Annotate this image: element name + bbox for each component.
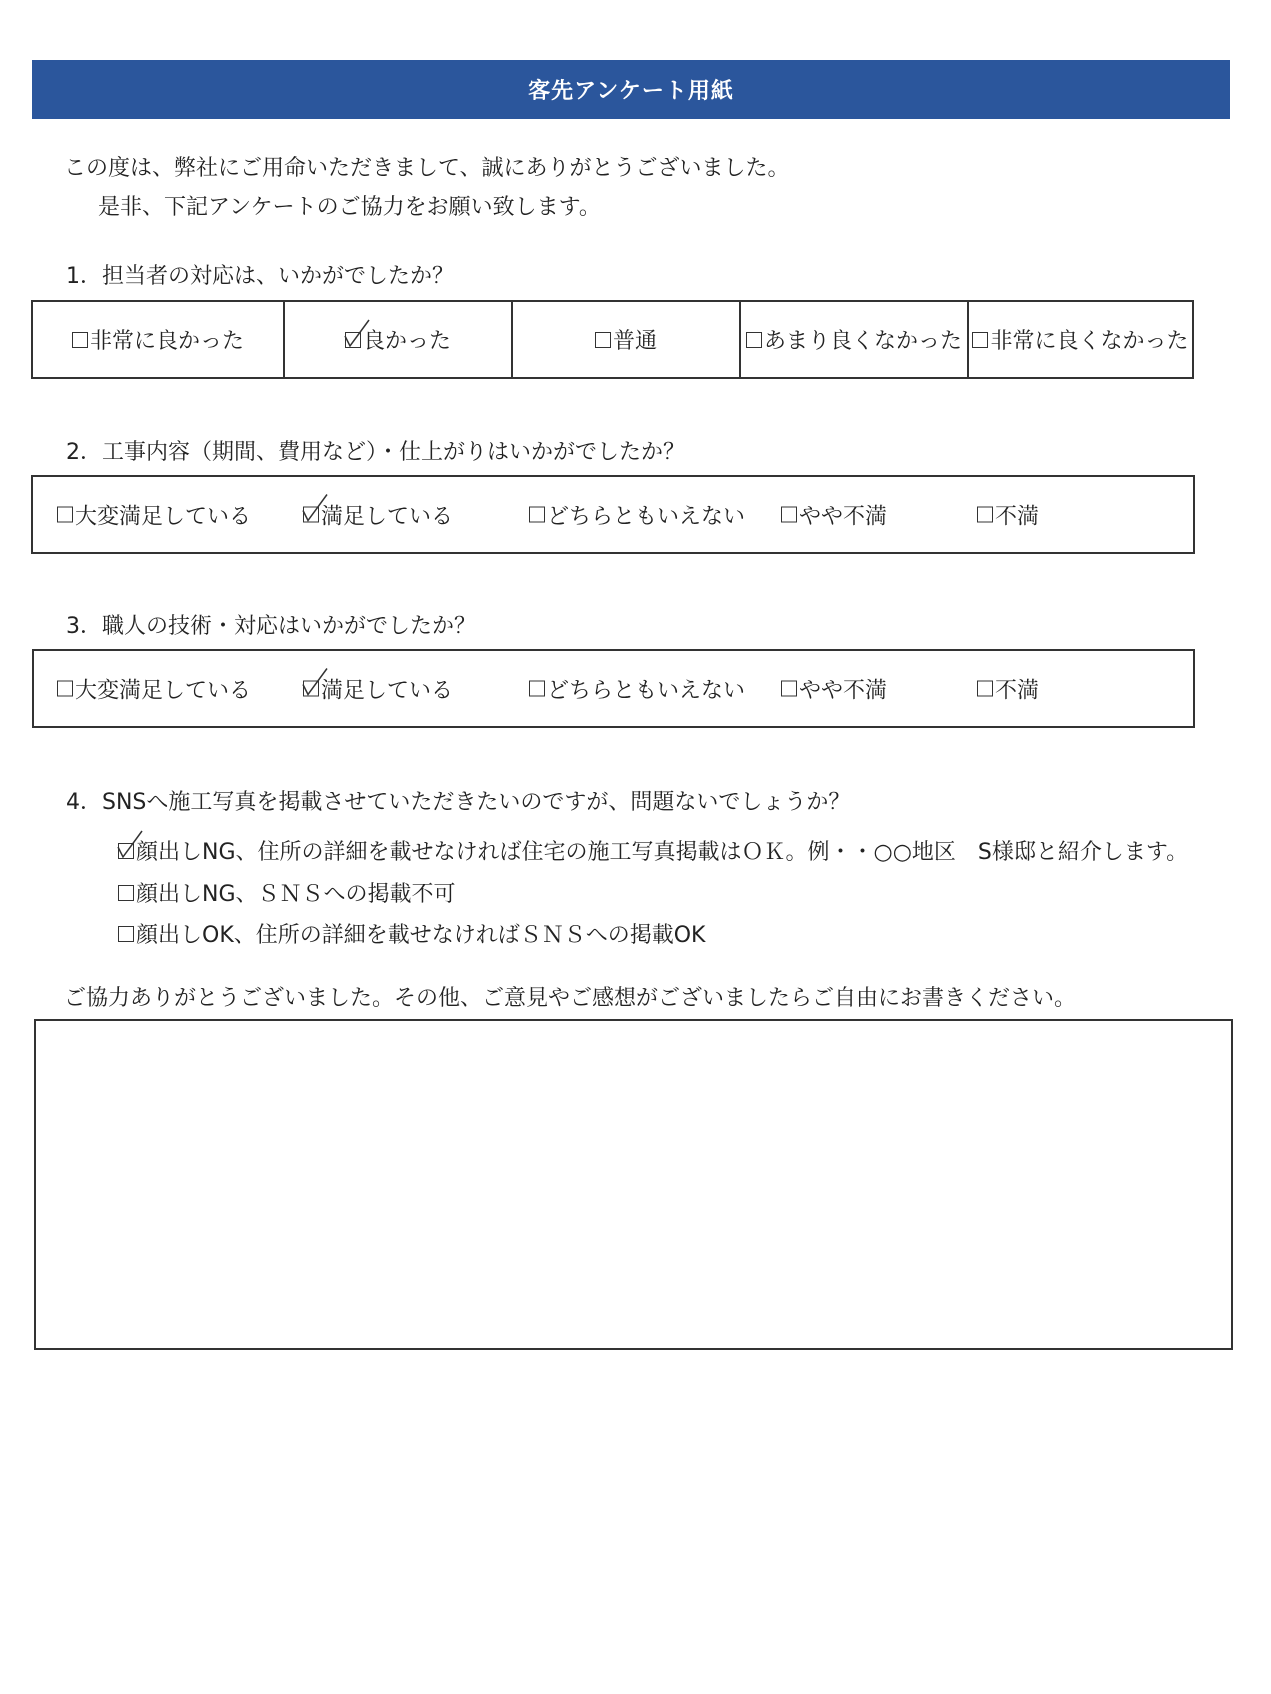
checkbox-checked[interactable]	[118, 843, 134, 859]
option-label: 非常に良かった	[89, 329, 244, 354]
q2-option-satisfied[interactable]	[303, 499, 453, 530]
option-label: 顔出しNG、ＳＮＳへの掲載不可	[136, 882, 456, 907]
checkmark-icon	[343, 319, 371, 349]
option-label: あまり良くなかった	[763, 329, 962, 354]
checkbox[interactable]	[72, 332, 88, 348]
checkbox-checked[interactable]	[303, 681, 319, 697]
question-1-text: 1．担当者の対応は、いかがでしたか？	[66, 264, 454, 289]
q3-option-very-satisfied[interactable]	[57, 673, 251, 704]
question-2-text: 2．工事内容（期間、費用など）・仕上がりはいかがでしたか？	[66, 440, 685, 465]
comments-textarea[interactable]	[34, 1019, 1233, 1350]
q1-option-not-good[interactable]	[741, 302, 969, 377]
option-label: 良かった	[362, 329, 451, 354]
checkbox-checked[interactable]	[303, 507, 319, 523]
option-label: 満足している	[321, 504, 454, 529]
checkbox[interactable]	[118, 885, 134, 901]
intro-line-1: この度は、弊社にご用命いただきまして、誠にありがとうございました。	[64, 156, 790, 181]
option-label: 不満	[995, 504, 1040, 529]
checkbox[interactable]	[529, 681, 545, 697]
option-label: 大変満足している	[75, 504, 252, 529]
checkbox[interactable]	[781, 681, 797, 697]
q4-option-face-ng-address-hidden-ok[interactable]	[118, 835, 1188, 866]
question-3-text: 3．職人の技術・対応はいかがでしたか？	[66, 614, 476, 639]
q3-option-neutral[interactable]	[529, 673, 745, 704]
checkmark-icon	[301, 668, 329, 698]
checkbox[interactable]	[972, 332, 988, 348]
q1-option-average[interactable]	[513, 302, 741, 377]
question-3-options	[32, 649, 1195, 728]
checkbox[interactable]	[595, 332, 611, 348]
checkbox[interactable]	[781, 507, 797, 523]
q1-option-very-good[interactable]	[33, 302, 285, 377]
option-label: 不満	[995, 678, 1040, 703]
q3-option-dissatisfied[interactable]	[977, 673, 1039, 704]
question-2-options	[31, 475, 1195, 554]
checkbox[interactable]	[57, 507, 73, 523]
option-label: 普通	[612, 329, 657, 354]
checkbox[interactable]	[746, 332, 762, 348]
option-label: 顔出しOK、住所の詳細を載せなければＳＮＳへの掲載OK	[136, 923, 706, 948]
checkbox[interactable]	[977, 507, 993, 523]
comments-prompt: ご協力ありがとうございました。その他、ご意見やご感想がございましたらご自由にお書きください。	[64, 986, 1077, 1011]
q1-option-very-bad[interactable]	[969, 302, 1192, 377]
q2-option-somewhat-dissatisfied[interactable]	[781, 499, 887, 530]
checkbox[interactable]	[118, 926, 134, 942]
option-label: やや不満	[799, 678, 888, 703]
checkbox[interactable]	[529, 507, 545, 523]
q1-option-good[interactable]	[285, 302, 513, 377]
option-label: どちらともいえない	[547, 504, 746, 529]
option-label: どちらともいえない	[547, 678, 746, 703]
q3-option-somewhat-dissatisfied[interactable]	[781, 673, 887, 704]
option-label: 満足している	[321, 678, 454, 703]
q2-option-neutral[interactable]	[529, 499, 745, 530]
q4-option-face-ok-sns-ok[interactable]	[118, 918, 706, 949]
q3-option-satisfied[interactable]	[303, 673, 453, 704]
option-label: 非常に良くなかった	[990, 329, 1189, 354]
checkbox[interactable]	[977, 681, 993, 697]
checkmark-icon	[301, 494, 329, 524]
checkbox[interactable]	[57, 681, 73, 697]
option-label: 顔出しNG、住所の詳細を載せなければ住宅の施工写真掲載はＯＫ。例・・○○地区 S様邸と紹介します。	[136, 840, 1189, 865]
survey-title: 客先アンケート用紙	[32, 60, 1230, 119]
q2-option-dissatisfied[interactable]	[977, 499, 1039, 530]
checkbox-checked[interactable]	[345, 332, 361, 348]
question-1-options	[31, 300, 1194, 379]
option-label: 大変満足している	[75, 678, 252, 703]
question-4-text: 4．SNSへ施工写真を掲載させていただきたいのですが、問題ないでしょうか？	[66, 790, 851, 815]
checkmark-icon	[116, 830, 144, 860]
q2-option-very-satisfied[interactable]	[57, 499, 251, 530]
q4-option-face-ng-sns-ng[interactable]	[118, 877, 456, 908]
intro-line-2: 是非、下記アンケートのご協力をお願い致します。	[98, 195, 601, 220]
option-label: やや不満	[799, 504, 888, 529]
